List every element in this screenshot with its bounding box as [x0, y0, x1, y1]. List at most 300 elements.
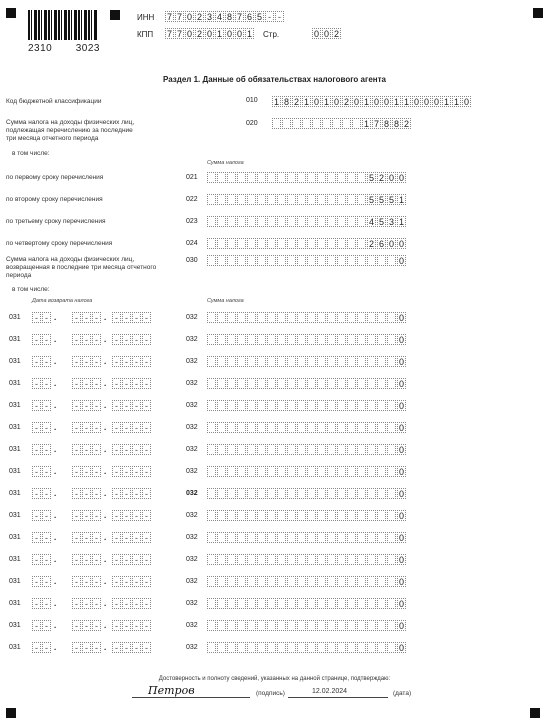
- return-sum-cell: [207, 466, 216, 477]
- inn-cell: 3: [206, 12, 212, 22]
- return-sum-cell: [207, 598, 216, 609]
- return-sum-cell: [347, 312, 356, 323]
- sum020-label: [6, 119, 134, 143]
- return-date-cell: -: [112, 466, 121, 477]
- date-separator-dot: .: [54, 423, 57, 432]
- return-month-field[interactable]: [72, 312, 102, 323]
- return-sum-field[interactable]: [207, 466, 407, 477]
- sum020-field-cell: [332, 118, 341, 129]
- return-date-cell: -: [142, 598, 151, 609]
- return-date-cell: -: [32, 532, 41, 543]
- sum030-field-cell: [257, 255, 266, 266]
- signature-caption: (подпись): [256, 690, 285, 697]
- return-sum-cell: [267, 356, 276, 367]
- page-cell: 0: [323, 29, 329, 39]
- date-separator-dot: .: [104, 313, 107, 322]
- return-month-field[interactable]: [72, 554, 102, 565]
- return-date-cell: -: [122, 620, 131, 631]
- return-date-cell: -: [32, 334, 41, 345]
- return-day-field[interactable]: [32, 334, 52, 345]
- kpp-cell: 7: [166, 29, 172, 39]
- return-sum-cell: 0: [398, 467, 404, 477]
- return-sum-code: 032: [186, 644, 198, 651]
- return-year-field[interactable]: [112, 378, 152, 389]
- date-separator-dot: .: [104, 423, 107, 432]
- return-year-field[interactable]: [112, 642, 152, 653]
- return-sum-cell: [387, 400, 396, 411]
- period-sum-cell: [247, 238, 256, 249]
- return-sum-cell: [337, 532, 346, 543]
- return-sum-cell: [287, 378, 296, 389]
- return-sum-cell: [237, 642, 246, 653]
- return-sum-field[interactable]: [207, 642, 407, 653]
- return-sum-cell: [217, 554, 226, 565]
- sum020-label-line-2: подлежащая перечислению за последние: [6, 127, 133, 134]
- date-separator-dot: .: [104, 335, 107, 344]
- return-sum-cell: [317, 400, 326, 411]
- period-sum-cell: [237, 216, 246, 227]
- return-date-cell: -: [142, 444, 151, 455]
- period-sum-cell: [327, 216, 336, 227]
- period-sum-cell: [337, 194, 346, 205]
- return-sum-cell: [347, 422, 356, 433]
- return-year-field[interactable]: [112, 532, 152, 543]
- return-sum-cell: [337, 554, 346, 565]
- return-sum-cell: [377, 554, 386, 565]
- sum030-field[interactable]: [207, 255, 407, 266]
- return-sum-cell: [277, 378, 286, 389]
- return-date-cell: -: [32, 642, 41, 653]
- return-sum-cell: 0: [398, 621, 404, 631]
- return-sum-cell: [337, 400, 346, 411]
- date-separator-dot: .: [104, 599, 107, 608]
- return-sum-cell: [387, 532, 396, 543]
- return-sum-cell: [377, 422, 386, 433]
- return-sum-code: 032: [186, 380, 198, 387]
- return-sum-cell: [247, 356, 256, 367]
- sum030-field-cell: [217, 255, 226, 266]
- return-year-field[interactable]: [112, 356, 152, 367]
- return-day-field[interactable]: [32, 422, 52, 433]
- return-day-field[interactable]: [32, 466, 52, 477]
- return-year-field[interactable]: [112, 554, 152, 565]
- return-sum-cell: [277, 334, 286, 345]
- period-sum-cell: [357, 194, 366, 205]
- return-month-field[interactable]: [72, 422, 102, 433]
- return-date-cell: -: [32, 510, 41, 521]
- period-sum-cell: [247, 172, 256, 183]
- return-sum-cell: [357, 378, 366, 389]
- return-sum-cell: [377, 444, 386, 455]
- return-sum-cell: [227, 378, 236, 389]
- period-sum-cell: [267, 172, 276, 183]
- return-sum-cell: [327, 510, 336, 521]
- return-sum-cell: 0: [398, 357, 404, 367]
- sum020-field-cell: 8: [393, 119, 399, 129]
- return-sum-cell: [247, 422, 256, 433]
- return-month-field[interactable]: [72, 378, 102, 389]
- return-sum-field[interactable]: [207, 444, 407, 455]
- period-code: 023: [186, 218, 198, 225]
- return-date-cell: -: [32, 576, 41, 587]
- return-sum-cell: [257, 554, 266, 565]
- return-sum-cell: [307, 488, 316, 499]
- return-sum-cell: [367, 422, 376, 433]
- return-sum-cell: [267, 334, 276, 345]
- period-sum-cell: [257, 194, 266, 205]
- sum030-label-line-2: возвращенная в последние три месяца отчетного: [6, 264, 157, 271]
- period-sum-cell: [297, 216, 306, 227]
- return-sum-code: 032: [186, 314, 198, 321]
- return-sum-cell: [347, 378, 356, 389]
- date-separator-dot: .: [54, 467, 57, 476]
- return-month-field[interactable]: [72, 334, 102, 345]
- period-sum-cell: [257, 172, 266, 183]
- period-sum-cell: 0: [388, 239, 394, 249]
- return-date-cell: -: [112, 598, 121, 609]
- return-sum-cell: [257, 576, 266, 587]
- date-separator-dot: .: [104, 511, 107, 520]
- inn-field[interactable]: [165, 11, 285, 22]
- return-day-field[interactable]: [32, 378, 52, 389]
- page-number-field[interactable]: [312, 28, 342, 39]
- return-sum-cell: [277, 356, 286, 367]
- return-sum-field[interactable]: [207, 312, 407, 323]
- return-month-field[interactable]: [72, 400, 102, 411]
- date-separator-dot: .: [104, 533, 107, 542]
- return-sum-cell: [337, 444, 346, 455]
- kpp-cell: 2: [196, 29, 202, 39]
- period-sum-cell: [357, 172, 366, 183]
- return-sum-cell: [377, 400, 386, 411]
- return-date-cell: -: [72, 642, 81, 653]
- period-sum-cell: 5: [378, 217, 384, 227]
- return-sum-cell: [227, 532, 236, 543]
- return-sum-cell: [277, 510, 286, 521]
- return-sum-cell: [287, 334, 296, 345]
- return-sum-field[interactable]: [207, 598, 407, 609]
- return-sum-cell: [267, 422, 276, 433]
- return-year-field[interactable]: [112, 620, 152, 631]
- return-sum-cell: [307, 356, 316, 367]
- return-date-cell: -: [112, 356, 121, 367]
- return-sum-field[interactable]: [207, 378, 407, 389]
- return-sum-cell: [367, 488, 376, 499]
- return-day-field[interactable]: [32, 312, 52, 323]
- period-sum-field[interactable]: [207, 172, 407, 183]
- return-sum-cell: [317, 312, 326, 323]
- return-date-code: 031: [9, 336, 21, 343]
- return-sum-cell: [327, 444, 336, 455]
- return-year-field[interactable]: [112, 444, 152, 455]
- return-date-code: 031: [9, 534, 21, 541]
- return-sum-cell: [317, 334, 326, 345]
- return-date-code: 031: [9, 468, 21, 475]
- return-year-field[interactable]: [112, 598, 152, 609]
- return-month-field[interactable]: [72, 444, 102, 455]
- return-sum-field[interactable]: [207, 576, 407, 587]
- return-sum-cell: [387, 554, 396, 565]
- return-month-field[interactable]: [72, 488, 102, 499]
- return-date-code: 031: [9, 644, 21, 651]
- return-sum-cell: [317, 466, 326, 477]
- period-sum-cell: [297, 194, 306, 205]
- return-sum-cell: [207, 334, 216, 345]
- return-sum-cell: [307, 422, 316, 433]
- return-sum-cell: [367, 356, 376, 367]
- return-sum-field[interactable]: [207, 510, 407, 521]
- period-sum-field[interactable]: [207, 216, 407, 227]
- return-year-field[interactable]: [112, 510, 152, 521]
- return-sum-cell: [237, 334, 246, 345]
- return-date-code: 031: [9, 556, 21, 563]
- return-year-field[interactable]: [112, 334, 152, 345]
- return-year-field[interactable]: [112, 422, 152, 433]
- return-sum-cell: 0: [398, 643, 404, 653]
- period-sum-cell: [297, 172, 306, 183]
- return-sum-cell: [217, 356, 226, 367]
- return-date-cell: -: [142, 620, 151, 631]
- return-date-cell: -: [112, 334, 121, 345]
- return-sum-cell: [357, 400, 366, 411]
- return-date-cell: -: [42, 510, 51, 521]
- return-month-field[interactable]: [72, 576, 102, 587]
- period-sum-cell: [277, 194, 286, 205]
- return-sum-field[interactable]: [207, 400, 407, 411]
- period-sum-field[interactable]: [207, 194, 407, 205]
- return-date-cell: -: [72, 576, 81, 587]
- return-sum-cell: [317, 576, 326, 587]
- return-sum-field[interactable]: [207, 620, 407, 631]
- sum030-code: 030: [186, 257, 198, 264]
- return-date-cell: -: [72, 598, 81, 609]
- return-date-cell: -: [72, 554, 81, 565]
- return-sum-cell: [277, 576, 286, 587]
- return-date-code: 031: [9, 622, 21, 629]
- period-sum-cell: [267, 238, 276, 249]
- return-month-field[interactable]: [72, 356, 102, 367]
- return-date-cell: -: [132, 576, 141, 587]
- return-year-field[interactable]: [112, 576, 152, 587]
- return-date-cell: -: [72, 356, 81, 367]
- period-sum-cell: 5: [368, 195, 374, 205]
- return-sum-cell: [267, 554, 276, 565]
- kbk-field[interactable]: [272, 96, 472, 107]
- return-sum-field[interactable]: [207, 422, 407, 433]
- inn-cell: 8: [226, 12, 232, 22]
- return-sum-cell: [327, 532, 336, 543]
- sum030-field-cell: [377, 255, 386, 266]
- period-code: 024: [186, 240, 198, 247]
- kbk-cell: 0: [423, 97, 429, 107]
- return-date-code: 031: [9, 446, 21, 453]
- return-sum-cell: [337, 422, 346, 433]
- date-separator-dot: .: [104, 467, 107, 476]
- return-sum-cell: [227, 466, 236, 477]
- inn-cell: -: [265, 11, 274, 22]
- period-sum-cell: 0: [398, 239, 404, 249]
- return-day-field[interactable]: [32, 444, 52, 455]
- return-date-cell: -: [42, 422, 51, 433]
- return-date-cell: -: [42, 334, 51, 345]
- return-sum-cell: [347, 598, 356, 609]
- return-sum-field[interactable]: [207, 356, 407, 367]
- return-sum-cell: [207, 642, 216, 653]
- return-sum-cell: [287, 576, 296, 587]
- sum020-field-cell: 8: [383, 119, 389, 129]
- return-sum-cell: [217, 378, 226, 389]
- period-sum-cell: [207, 194, 216, 205]
- return-sum-cell: [387, 510, 396, 521]
- date-separator-dot: .: [104, 577, 107, 586]
- return-date-code: 031: [9, 512, 21, 519]
- date-separator-dot: .: [54, 555, 57, 564]
- period-sum-cell: [307, 216, 316, 227]
- sum020-label-line-1: Сумма налога на доходы физических лиц,: [6, 119, 135, 126]
- return-date-cell: -: [132, 466, 141, 477]
- return-sum-cell: [387, 334, 396, 345]
- return-sum-cell: [247, 400, 256, 411]
- return-day-field[interactable]: [32, 576, 52, 587]
- return-sum-cell: [207, 422, 216, 433]
- return-date-cell: -: [112, 554, 121, 565]
- period-sum-cell: [227, 216, 236, 227]
- return-sum-cell: [257, 620, 266, 631]
- return-month-field[interactable]: [72, 598, 102, 609]
- return-date-cell: -: [82, 422, 91, 433]
- return-date-cell: -: [72, 378, 81, 389]
- corner-marker-bottom-right: [530, 708, 540, 718]
- return-sum-cell: [277, 312, 286, 323]
- return-day-field[interactable]: [32, 620, 52, 631]
- return-day-field[interactable]: [32, 356, 52, 367]
- sum030-field-cell: [207, 255, 216, 266]
- return-sum-cell: [237, 576, 246, 587]
- return-date-code: 031: [9, 358, 21, 365]
- return-date-cell: -: [142, 488, 151, 499]
- return-date-cell: -: [92, 312, 101, 323]
- sum020-field-cell: [342, 118, 351, 129]
- sum020-field[interactable]: [272, 118, 412, 129]
- return-sum-cell: [207, 576, 216, 587]
- return-date-cell: -: [142, 312, 151, 323]
- period-sum-field[interactable]: [207, 238, 407, 249]
- return-date-caption: Дата возврата налога: [32, 298, 93, 304]
- period-label: по второму сроку перечисления: [6, 196, 103, 203]
- return-sum-cell: [227, 400, 236, 411]
- return-month-field[interactable]: [72, 510, 102, 521]
- period-sum-cell: [327, 238, 336, 249]
- return-day-field[interactable]: [32, 510, 52, 521]
- sum030-field-cell: [247, 255, 256, 266]
- return-sum-cell: [227, 312, 236, 323]
- return-sum-cell: [347, 400, 356, 411]
- return-sum-field[interactable]: [207, 488, 407, 499]
- return-date-cell: -: [132, 488, 141, 499]
- period-sum-cell: [347, 172, 356, 183]
- return-sum-cell: [267, 378, 276, 389]
- return-sum-cell: [327, 598, 336, 609]
- return-sum-cell: [347, 488, 356, 499]
- return-sum-cell: [357, 642, 366, 653]
- return-date-cell: -: [82, 488, 91, 499]
- sum030-field-cell: [297, 255, 306, 266]
- return-year-field[interactable]: [112, 312, 152, 323]
- period-sum-cell: [227, 238, 236, 249]
- return-sum-cell: 0: [398, 335, 404, 345]
- return-day-field[interactable]: [32, 598, 52, 609]
- return-sum-cell: [267, 312, 276, 323]
- return-sum-cell: [387, 422, 396, 433]
- inn-cell: 4: [216, 12, 222, 22]
- kpp-field[interactable]: [165, 28, 255, 39]
- return-sum-cell: 0: [398, 555, 404, 565]
- sum020-field-cell: 1: [363, 119, 369, 129]
- return-month-field[interactable]: [72, 642, 102, 653]
- return-sum-cell: [307, 378, 316, 389]
- return-month-field[interactable]: [72, 620, 102, 631]
- return-sum-cell: [357, 444, 366, 455]
- return-sum-cell: [367, 334, 376, 345]
- period-sum-cell: [327, 194, 336, 205]
- return-sum-cell: [267, 400, 276, 411]
- return-sum-cell: [327, 488, 336, 499]
- return-date-cell: -: [32, 620, 41, 631]
- return-date-cell: -: [142, 576, 151, 587]
- return-date-cell: -: [92, 510, 101, 521]
- return-month-field[interactable]: [72, 466, 102, 477]
- return-day-field[interactable]: [32, 488, 52, 499]
- return-sum-cell: [237, 466, 246, 477]
- return-year-field[interactable]: [112, 466, 152, 477]
- return-sum-field[interactable]: [207, 334, 407, 345]
- return-month-field[interactable]: [72, 532, 102, 543]
- return-date-cell: -: [132, 356, 141, 367]
- return-sum-cell: [387, 620, 396, 631]
- return-sum-cell: [357, 356, 366, 367]
- return-sum-cell: [317, 378, 326, 389]
- return-sum-cell: [227, 488, 236, 499]
- inn-label: ИНН: [137, 13, 155, 22]
- return-sum-cell: [287, 510, 296, 521]
- return-day-field[interactable]: [32, 554, 52, 565]
- return-day-field[interactable]: [32, 532, 52, 543]
- return-date-cell: -: [112, 378, 121, 389]
- return-sum-cell: [237, 444, 246, 455]
- return-sum-cell: [327, 642, 336, 653]
- return-date-cell: -: [112, 312, 121, 323]
- return-sum-cell: [227, 422, 236, 433]
- return-sum-field[interactable]: [207, 554, 407, 565]
- return-sum-cell: [207, 312, 216, 323]
- return-sum-cell: [357, 554, 366, 565]
- return-sum-field[interactable]: [207, 532, 407, 543]
- return-year-field[interactable]: [112, 488, 152, 499]
- return-day-field[interactable]: [32, 642, 52, 653]
- kpp-cell: 1: [246, 29, 252, 39]
- return-sum-cell: [347, 466, 356, 477]
- return-sum-cell: [367, 620, 376, 631]
- date-separator-dot: .: [54, 445, 57, 454]
- return-day-field[interactable]: [32, 400, 52, 411]
- return-year-field[interactable]: [112, 400, 152, 411]
- return-date-cell: -: [132, 378, 141, 389]
- return-date-cell: -: [82, 444, 91, 455]
- return-sum-cell: [377, 576, 386, 587]
- return-sum-cell: 0: [398, 599, 404, 609]
- return-date-cell: -: [92, 444, 101, 455]
- return-date-cell: -: [142, 334, 151, 345]
